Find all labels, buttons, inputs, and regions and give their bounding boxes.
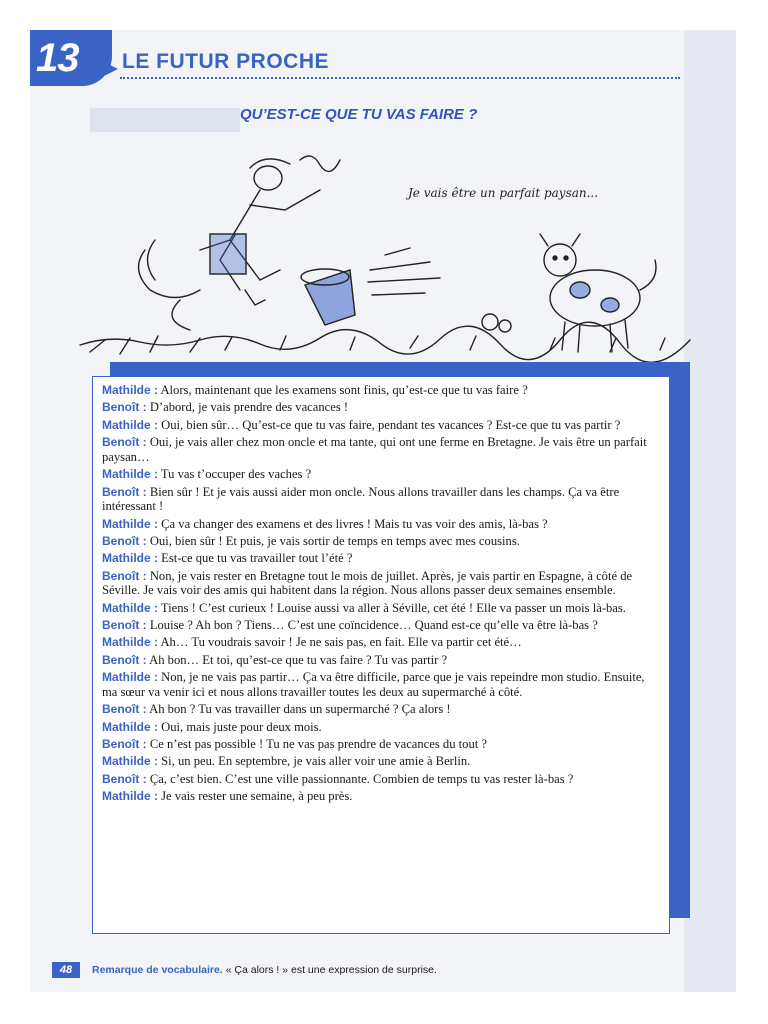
dialogue-line — [102, 400, 661, 415]
dialogue-line — [102, 517, 661, 532]
dialogue-line — [102, 418, 661, 433]
dialogue-line — [102, 720, 661, 735]
speaker-label: Benoît : — [102, 771, 147, 786]
speaker-label: Mathilde : — [102, 719, 158, 734]
speaker-label: Mathilde : — [102, 417, 158, 432]
dialogue-line — [102, 635, 661, 650]
speaker-label: Benoît : — [102, 737, 147, 752]
speaker-label: Mathilde : — [102, 516, 158, 531]
dialogue-line — [102, 601, 661, 616]
vocabulary-note-label: Remarque de vocabulaire. — [92, 964, 223, 976]
dialogue-line — [102, 653, 661, 668]
vocabulary-note-text: « Ça alors ! » est une expression de surprise. — [222, 964, 437, 976]
dialogue-text: Non, je ne vais pas partir… Ça va être difficile, parce que je vais repeindre mon studio. Ensuite, ma sœur va venir ici et nous allons travailler toutes les deux au supermarché à côté. — [102, 670, 645, 699]
dialogue-text: Bien sûr ! Et je vais aussi aider mon oncle. Nous allons travailler dans les champs. Ça va être intéressant ! — [102, 484, 620, 514]
page-number: 48 — [52, 962, 80, 978]
speaker-label: Benoît : — [102, 652, 147, 667]
illustration-caption: Je vais être un parfait paysan... — [408, 186, 599, 200]
title-divider — [120, 77, 680, 79]
speaker-label: Benoît : — [102, 568, 147, 583]
dialogue-line — [102, 383, 661, 398]
dialogue-text: Oui, bien sûr ! Et puis, je vais sortir de temps en temps avec mes cousins. — [146, 533, 520, 548]
dialogue-line — [102, 702, 661, 717]
speaker-label: Benoît : — [102, 484, 147, 499]
dialogue-text: Je vais rester une semaine, à peu près. — [158, 789, 353, 804]
dialogue-line — [102, 737, 661, 752]
dialogue-text: Tu vas t’occuper des vaches ? — [158, 467, 312, 482]
dialogue-text: Est-ce que tu vas travailler tout l’été ? — [158, 551, 353, 566]
vocabulary-note — [92, 962, 437, 978]
cartoon-illustration — [50, 130, 710, 370]
speaker-label: Benoît : — [102, 435, 147, 450]
dialogue-text: Ah bon… Et toi, qu’est-ce que tu vas faire ? Tu vas partir ? — [146, 652, 448, 667]
dialogue-text: Ce n’est pas possible ! Tu ne vas pas prendre de vacances du tout ? — [146, 737, 487, 752]
dialogue-text: Alors, maintenant que les examens sont finis, qu’est-ce que tu vas faire ? — [158, 383, 528, 397]
dialogue-text: Tiens ! C’est curieux ! Louise aussi va aller à Séville, cet été ! Elle va passer un mois là-bas. — [158, 600, 626, 615]
dialogue-text: Oui, mais juste pour deux mois. — [158, 719, 322, 734]
dialogue-box — [92, 376, 670, 934]
speaker-label: Mathilde : — [102, 600, 158, 615]
faint-background-bar — [90, 108, 240, 132]
speaker-label: Mathilde : — [102, 467, 158, 482]
speaker-label: Mathilde : — [102, 670, 158, 685]
speaker-label: Mathilde : — [102, 383, 158, 397]
dialogue-text: D’abord, je vais prendre des vacances ! — [146, 400, 349, 415]
dialogue-line — [102, 534, 661, 549]
chapter-title: LE FUTUR PROCHE — [122, 50, 329, 73]
speaker-label: Mathilde : — [102, 635, 158, 650]
dialogue-line — [102, 551, 661, 566]
dialogue-text: Ça va changer des examens et des livres ! Mais tu vas voir des amis, là-bas ? — [158, 516, 548, 531]
section-title: QU’EST-CE QUE TU VAS FAIRE ? — [240, 106, 478, 123]
dialogue-line — [102, 789, 661, 804]
dialogue-text: Oui, je vais aller chez mon oncle et ma tante, qui ont une ferme en Bretagne. Je vais être un parfait paysan… — [102, 435, 647, 464]
speaker-label: Mathilde : — [102, 789, 158, 804]
dialogue-line — [102, 618, 661, 633]
dialogue-text: Ah bon ? Tu vas travailler dans un supermarché ? Ça alors ! — [146, 702, 451, 717]
speaker-label: Mathilde : — [102, 551, 158, 566]
dialogue-text: Louise ? Ah bon ? Tiens… C’est une coïncidence… Quand est-ce qu’elle va être là-bas ? — [146, 618, 598, 633]
dialogue-line — [102, 485, 661, 514]
chapter-number: 13 — [36, 36, 79, 80]
speaker-label: Benoît : — [102, 702, 147, 717]
dialogue-text: Ça, c’est bien. C’est une ville passionnante. Combien de temps tu vas rester là-bas ? — [146, 771, 574, 786]
dialogue-line — [102, 754, 661, 769]
dialogue-text: Non, je vais rester en Bretagne tout le mois de juillet. Après, je vais partir en Espagne, à côté de Séville. Je vais voir des amis qui habitent dans la région. Nous allons passer deux semaines ensemble. — [102, 568, 633, 598]
textbook-page — [30, 30, 736, 992]
chapter-arrow-icon — [100, 60, 118, 78]
dialogue-line — [102, 435, 661, 464]
speaker-label: Benoît : — [102, 618, 147, 633]
speaker-label: Benoît : — [102, 533, 147, 548]
speaker-label: Benoît : — [102, 400, 147, 415]
dialogue-line — [102, 467, 661, 482]
dialogue-text: Ah… Tu voudrais savoir ! Je ne sais pas, en fait. Elle va partir cet été… — [158, 635, 522, 650]
dialogue-line — [102, 569, 661, 598]
dialogue-line — [102, 670, 661, 699]
dialogue-line — [102, 772, 661, 787]
speaker-label: Mathilde : — [102, 754, 158, 769]
dialogue-text: Oui, bien sûr… Qu’est-ce que tu vas faire, pendant tes vacances ? Est-ce que tu vas partir ? — [158, 417, 621, 432]
dialogue-text: Si, un peu. En septembre, je vais aller voir une amie à Berlin. — [158, 754, 471, 769]
